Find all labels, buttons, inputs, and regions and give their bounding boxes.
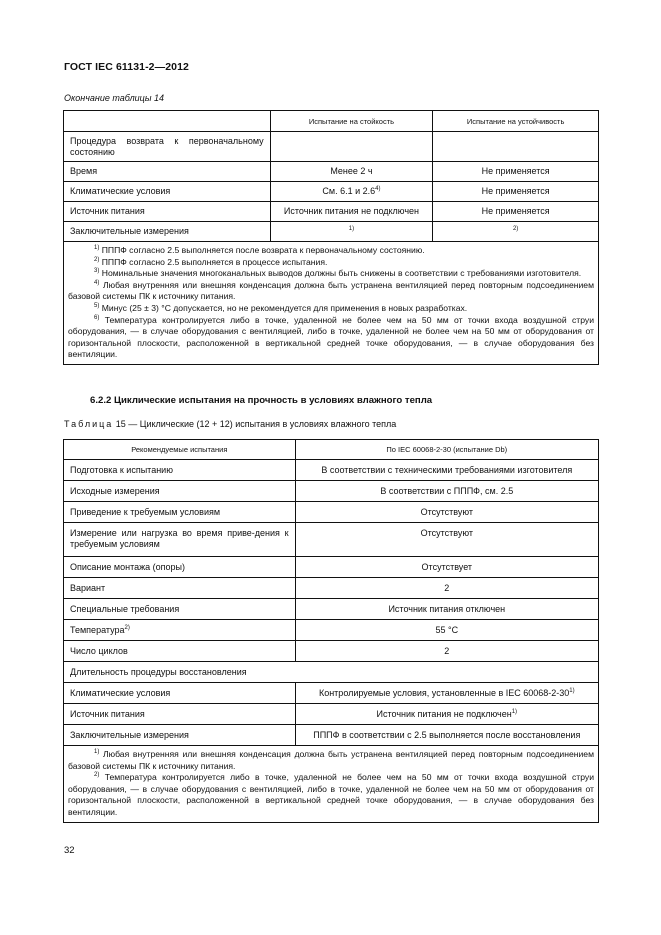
table-row bbox=[64, 578, 599, 599]
table-row bbox=[64, 641, 599, 662]
row-label-text: Температура bbox=[70, 624, 125, 635]
footnotes-cell bbox=[64, 242, 599, 365]
page-number: 32 bbox=[64, 845, 75, 856]
header-cell: По IEC 60068-2-30 (испытание Db) bbox=[295, 440, 598, 460]
table-row bbox=[64, 599, 599, 620]
row-label: Заключительные измерения bbox=[64, 725, 296, 746]
row-label bbox=[64, 620, 296, 641]
cell: Менее 2 ч bbox=[270, 162, 433, 182]
document-header: ГОСТ IEC 61131-2—2012 bbox=[64, 61, 189, 73]
row-label: Время bbox=[64, 162, 271, 182]
cell: Источник питания отключен bbox=[295, 599, 598, 620]
table-header-row bbox=[64, 440, 599, 460]
header-empty-cell bbox=[64, 111, 271, 132]
header-cell: Рекомендуемые испытания bbox=[64, 440, 296, 460]
cell bbox=[270, 132, 433, 162]
cell: В соответствии с техническими требованиями изготовителя bbox=[295, 460, 598, 481]
cell: Отсутствуют bbox=[295, 523, 598, 557]
table-row bbox=[64, 132, 599, 162]
table-continuation-label: Окончание таблицы 14 bbox=[64, 93, 164, 103]
footnote-mark: 4) bbox=[375, 186, 381, 192]
footnote-mark: 2) bbox=[124, 624, 130, 631]
footnote: $^{4)}$ Любая внутренняя или внешняя конденсация должна быть устранена вентиляцией перед повторным подсоединением базовой системы ПК к источнику питания. bbox=[68, 279, 594, 302]
table-row bbox=[64, 182, 599, 202]
cell bbox=[433, 132, 599, 162]
cell: В соответствии с ПППФ, см. 2.5 bbox=[295, 481, 598, 502]
cell: Не применяется bbox=[433, 162, 599, 182]
cell-text: Контролируемые условия, установленные в IEC 60068-2-30 bbox=[318, 687, 570, 698]
cell bbox=[295, 704, 598, 725]
row-label: Приведение к требуемым условиям bbox=[64, 502, 296, 523]
cell bbox=[433, 222, 599, 242]
header-cell: Испытание на стойкость bbox=[270, 111, 433, 132]
row-label: Климатические условия bbox=[64, 683, 296, 704]
row-label: Заключительные измерения bbox=[64, 222, 271, 242]
footnote-mark: 2) bbox=[512, 226, 519, 232]
footnote: $^{2)}$ ПППФ согласно 2.5 выполняется в процессе испытания. bbox=[94, 256, 328, 267]
span-row-label: Длительность процедуры восстановления bbox=[64, 662, 599, 683]
table-row bbox=[64, 523, 599, 557]
table-15 bbox=[63, 439, 599, 823]
footnote: $^{5)}$ Минус (25 ± 3) °С допускается, но не рекомендуется для применения в новых разработках. bbox=[94, 302, 468, 313]
header-cell: Испытание на устойчивость bbox=[433, 111, 599, 132]
cell-text: См. 6.1 и 2.6 bbox=[322, 186, 376, 196]
table-header-row bbox=[64, 111, 599, 132]
table-row bbox=[64, 481, 599, 502]
footnote-mark: 1) bbox=[511, 708, 518, 715]
table-caption-text: 15 — Циклические (12 + 12) испытания в условиях влажного тепла bbox=[113, 419, 397, 429]
footnote: $^{2)}$ Температура контролируется либо в точке, удаленной не более чем на 50 мм от точки входа воздушной струи оборудования, — в случае оборудования с вентиляцией, либо в точке, удаленной не более чем на 50 мм от оборудования от горизонтальной плоскости, расположенной в вертикальной средней точке оборудования, — в случае оборудования без вентиляции. bbox=[68, 772, 594, 817]
table-row bbox=[64, 620, 599, 641]
footnote-mark: 1) bbox=[348, 226, 355, 232]
footnote-mark: 1) bbox=[569, 687, 575, 694]
table-row bbox=[64, 162, 599, 182]
cell: 2 bbox=[295, 641, 598, 662]
cell: Отсутствует bbox=[295, 557, 598, 578]
cell bbox=[270, 222, 433, 242]
table-14 bbox=[63, 110, 599, 365]
row-label: Источник питания bbox=[64, 704, 296, 725]
cell: Не применяется bbox=[433, 182, 599, 202]
footnote: $^{1)}$ Любая внутренняя или внешняя конденсация должна быть устранена вентиляцией перед повторным подсоединением базовой системы ПК к источнику питания. bbox=[68, 749, 594, 771]
table-footnotes bbox=[64, 746, 599, 823]
cell bbox=[270, 182, 433, 202]
table-row bbox=[64, 704, 599, 725]
cell bbox=[295, 683, 598, 704]
table-row bbox=[64, 683, 599, 704]
row-label: Специальные требования bbox=[64, 599, 296, 620]
footnotes-cell bbox=[64, 746, 599, 823]
row-label: Климатические условия bbox=[64, 182, 271, 202]
row-label: Исходные измерения bbox=[64, 481, 296, 502]
table-row bbox=[64, 725, 599, 746]
cell: 2 bbox=[295, 578, 598, 599]
cell-text: Источник питания не подключен bbox=[376, 708, 512, 719]
cell: Отсутствуют bbox=[295, 502, 598, 523]
table-row bbox=[64, 222, 599, 242]
table-row bbox=[64, 662, 599, 683]
cell: Источник питания не подключен bbox=[270, 202, 433, 222]
row-label: Число циклов bbox=[64, 641, 296, 662]
table-row bbox=[64, 502, 599, 523]
footnote: $^{1)}$ ПППФ согласно 2.5 выполняется после возврата к первоначальному состоянию. bbox=[94, 245, 425, 255]
footnote: $^{3)}$ Номинальные значения многоканальных выводов должны быть снижены в соответствии с требованиями изготовителя. bbox=[94, 268, 582, 279]
row-label: Вариант bbox=[64, 578, 296, 599]
table-row bbox=[64, 557, 599, 578]
cell: Не применяется bbox=[433, 202, 599, 222]
row-label: Источник питания bbox=[64, 202, 271, 222]
footnote: $^{6)}$ Температура контролируется либо в точке, удаленной не более чем на 50 мм от точки входа воздушной струи оборудования, — в случае оборудования с вентиляцией, либо в точке, удаленной не более чем на 50 мм от оборудования от горизонтальной плоскости, расположенной в вертикальной средней точке оборудования, — в случае оборудования без вентиляции. bbox=[68, 314, 594, 360]
cell: 55 °С bbox=[295, 620, 598, 641]
row-label: Процедура возврата к первоначальному состоянию bbox=[64, 132, 271, 162]
table-caption bbox=[64, 419, 396, 429]
row-label: Измерение или нагрузка во время приве-дения к требуемым условиям bbox=[64, 523, 296, 557]
table-row bbox=[64, 202, 599, 222]
row-label: Описание монтажа (опоры) bbox=[64, 557, 296, 578]
table-caption-word: Таблица bbox=[64, 419, 114, 429]
row-label: Подготовка к испытанию bbox=[64, 460, 296, 481]
section-heading: 6.2.2 Циклические испытания на прочность в условиях влажного тепла bbox=[90, 395, 433, 406]
cell: ПППФ в соответствии с 2.5 выполняется после восстановления bbox=[295, 725, 598, 746]
table-row bbox=[64, 460, 599, 481]
table-footnotes bbox=[64, 242, 599, 365]
